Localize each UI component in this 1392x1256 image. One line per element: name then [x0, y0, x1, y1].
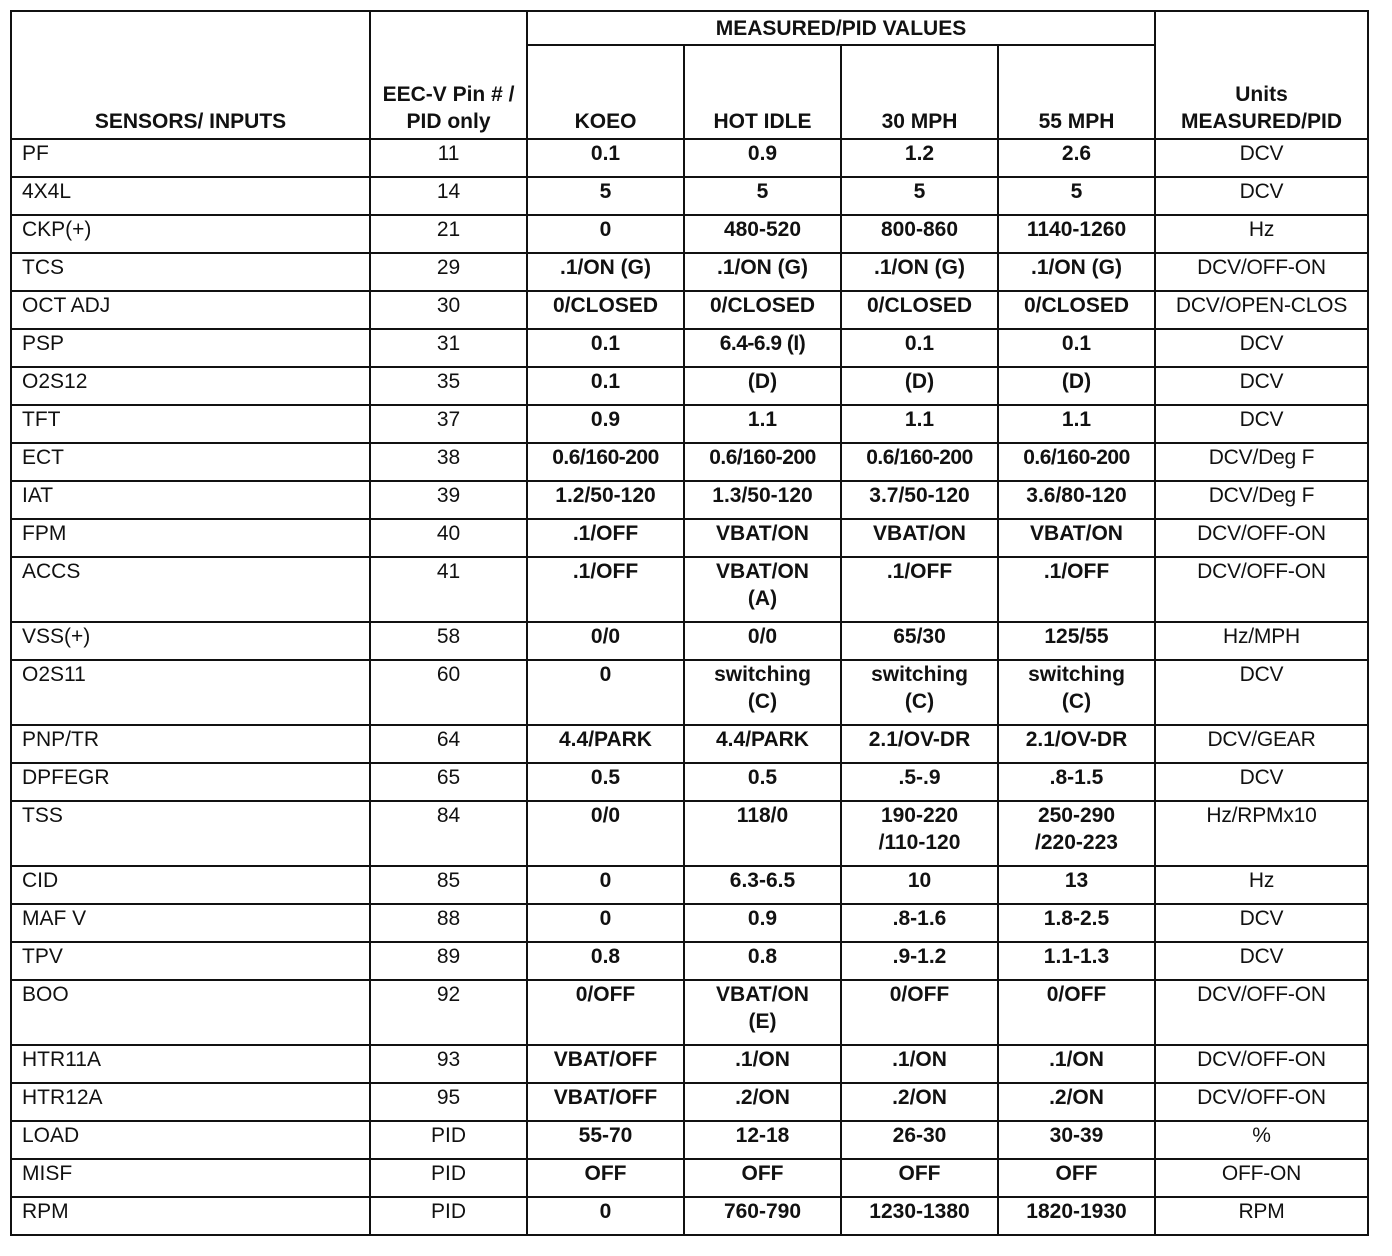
- koeo-value-cell: OFF: [527, 1159, 684, 1197]
- pin-cell: 64: [370, 725, 527, 763]
- koeo-value-cell: 0/0: [527, 801, 684, 866]
- units-cell: DCV/OFF-ON: [1155, 980, 1368, 1045]
- pin-cell: 37: [370, 405, 527, 443]
- mph30-value-cell: 1230-1380: [841, 1197, 998, 1235]
- table-row: [11, 443, 1368, 481]
- cell-line: (C): [904, 690, 935, 713]
- hot-idle-value-cell: OFF: [684, 1159, 841, 1197]
- koeo-value-cell: 0.9: [527, 405, 684, 443]
- sensor-name-cell: RPM: [11, 1197, 370, 1235]
- units-cell: RPM: [1155, 1197, 1368, 1235]
- sensor-name-cell: O2S11: [11, 660, 370, 725]
- mph55-value-cell: 30-39: [998, 1121, 1155, 1159]
- header-units: Units MEASURED/PID: [1155, 11, 1368, 139]
- mph30-value-cell: 5: [841, 177, 998, 215]
- koeo-value-cell: VBAT/OFF: [527, 1045, 684, 1083]
- table-row: [11, 139, 1368, 177]
- units-cell: DCV/OFF-ON: [1155, 1045, 1368, 1083]
- pin-cell: 14: [370, 177, 527, 215]
- units-cell: DCV/Deg F: [1155, 443, 1368, 481]
- units-cell: Hz: [1155, 866, 1368, 904]
- table-row: [11, 557, 1368, 622]
- table-row: [11, 622, 1368, 660]
- header-30-mph: 30 MPH: [841, 45, 998, 139]
- mph55-value-cell: .1/ON (G): [998, 253, 1155, 291]
- hot-idle-value-cell: 0/CLOSED: [684, 291, 841, 329]
- koeo-value-cell: 0/0: [527, 622, 684, 660]
- koeo-value-cell: 4.4/PARK: [527, 725, 684, 763]
- mph30-value-cell: 0/OFF: [841, 980, 998, 1045]
- mph55-value-cell: 1.8-2.5: [998, 904, 1155, 942]
- header-sensors-inputs: SENSORS/ INPUTS: [11, 11, 370, 139]
- cell-line: 250-290: [1037, 804, 1116, 827]
- mph55-value-cell: 1.1-1.3: [998, 942, 1155, 980]
- units-cell: DCV: [1155, 942, 1368, 980]
- header-measured-pid-values: MEASURED/PID VALUES: [527, 11, 1155, 45]
- koeo-value-cell: 0: [527, 866, 684, 904]
- units-cell: DCV/GEAR: [1155, 725, 1368, 763]
- pin-cell: 92: [370, 980, 527, 1045]
- hot-idle-value-cell: .2/ON: [684, 1083, 841, 1121]
- table-row: [11, 1121, 1368, 1159]
- mph30-value-cell: .9-1.2: [841, 942, 998, 980]
- mph30-value-cell: [841, 801, 998, 866]
- mph30-value-cell: 3.7/50-120: [841, 481, 998, 519]
- mph30-value-cell: .2/ON: [841, 1083, 998, 1121]
- table-row: [11, 405, 1368, 443]
- mph30-value-cell: OFF: [841, 1159, 998, 1197]
- sensor-name-cell: TSS: [11, 801, 370, 866]
- mph30-value-cell: 0/CLOSED: [841, 291, 998, 329]
- koeo-value-cell: 0: [527, 215, 684, 253]
- table-row: [11, 177, 1368, 215]
- hot-idle-value-cell: VBAT/ON: [684, 519, 841, 557]
- sensor-name-cell: MISF: [11, 1159, 370, 1197]
- header-hot-idle: HOT IDLE: [684, 45, 841, 139]
- units-cell: DCV: [1155, 405, 1368, 443]
- koeo-value-cell: VBAT/OFF: [527, 1083, 684, 1121]
- units-cell: Hz: [1155, 215, 1368, 253]
- koeo-value-cell: 0.5: [527, 763, 684, 801]
- mph30-value-cell: 65/30: [841, 622, 998, 660]
- pin-cell: 21: [370, 215, 527, 253]
- hot-idle-value-cell: [684, 980, 841, 1045]
- sensor-name-cell: 4X4L: [11, 177, 370, 215]
- hot-idle-value-cell: (D): [684, 367, 841, 405]
- mph55-value-cell: 0/CLOSED: [998, 291, 1155, 329]
- table-row: [11, 215, 1368, 253]
- table-header: [11, 11, 1368, 139]
- mph55-value-cell: .1/OFF: [998, 557, 1155, 622]
- mph55-value-cell: .1/ON: [998, 1045, 1155, 1083]
- pin-cell: 89: [370, 942, 527, 980]
- units-cell: Hz/MPH: [1155, 622, 1368, 660]
- mph55-value-cell: (D): [998, 367, 1155, 405]
- cell-line: (C): [1061, 690, 1092, 713]
- koeo-value-cell: 0.6/160-200: [527, 443, 684, 481]
- koeo-value-cell: 0: [527, 904, 684, 942]
- pin-cell: 31: [370, 329, 527, 367]
- sensor-name-cell: BOO: [11, 980, 370, 1045]
- pin-cell: 58: [370, 622, 527, 660]
- mph30-value-cell: 0.6/160-200: [841, 443, 998, 481]
- header-55-mph: 55 MPH: [998, 45, 1155, 139]
- mph55-value-cell: 5: [998, 177, 1155, 215]
- pin-cell: 88: [370, 904, 527, 942]
- mph30-value-cell: VBAT/ON: [841, 519, 998, 557]
- sensor-name-cell: MAF V: [11, 904, 370, 942]
- mph30-value-cell: .1/OFF: [841, 557, 998, 622]
- table-row: [11, 481, 1368, 519]
- pin-cell: 11: [370, 139, 527, 177]
- mph30-value-cell: .1/ON: [841, 1045, 998, 1083]
- units-cell: DCV: [1155, 139, 1368, 177]
- pin-cell: 85: [370, 866, 527, 904]
- pin-cell: 95: [370, 1083, 527, 1121]
- cell-line: VBAT/ON: [716, 560, 809, 583]
- hot-idle-value-cell: 118/0: [684, 801, 841, 866]
- mph55-value-cell: 1140-1260: [998, 215, 1155, 253]
- hot-idle-value-cell: 0/0: [684, 622, 841, 660]
- cell-line: /110-120: [878, 831, 961, 854]
- koeo-value-cell: 0.1: [527, 329, 684, 367]
- mph30-value-cell: 0.1: [841, 329, 998, 367]
- table-row: [11, 725, 1368, 763]
- cell-line: 190-220: [880, 804, 959, 827]
- hot-idle-value-cell: 4.4/PARK: [684, 725, 841, 763]
- koeo-value-cell: 0: [527, 1197, 684, 1235]
- mph30-value-cell: .8-1.6: [841, 904, 998, 942]
- units-cell: DCV: [1155, 329, 1368, 367]
- mph30-value-cell: (D): [841, 367, 998, 405]
- pin-cell: 93: [370, 1045, 527, 1083]
- table-row: [11, 866, 1368, 904]
- hot-idle-value-cell: 760-790: [684, 1197, 841, 1235]
- koeo-value-cell: 5: [527, 177, 684, 215]
- units-cell: DCV/OFF-ON: [1155, 557, 1368, 622]
- mph30-value-cell: 1.2: [841, 139, 998, 177]
- header-eec-pin: EEC-V Pin # / PID only: [370, 11, 527, 139]
- pid-values-table: [10, 10, 1369, 1236]
- table-row: [11, 253, 1368, 291]
- mph30-value-cell: .1/ON (G): [841, 253, 998, 291]
- pin-cell: 39: [370, 481, 527, 519]
- hot-idle-value-cell: 1.1: [684, 405, 841, 443]
- units-cell: Hz/RPMx10: [1155, 801, 1368, 866]
- cell-line: (A): [747, 587, 778, 610]
- koeo-value-cell: 55-70: [527, 1121, 684, 1159]
- sensor-name-cell: HTR12A: [11, 1083, 370, 1121]
- pin-cell: 40: [370, 519, 527, 557]
- pin-cell: PID: [370, 1197, 527, 1235]
- sensor-name-cell: CID: [11, 866, 370, 904]
- mph55-value-cell: OFF: [998, 1159, 1155, 1197]
- mph30-value-cell: 2.1/OV-DR: [841, 725, 998, 763]
- mph55-value-cell: [998, 660, 1155, 725]
- units-cell: DCV: [1155, 660, 1368, 725]
- units-cell: DCV: [1155, 904, 1368, 942]
- table-row: [11, 904, 1368, 942]
- table-row: [11, 1045, 1368, 1083]
- pin-cell: 60: [370, 660, 527, 725]
- hot-idle-value-cell: 0.9: [684, 904, 841, 942]
- cell-line: switching: [1028, 663, 1125, 686]
- koeo-value-cell: .1/OFF: [527, 557, 684, 622]
- sensor-name-cell: PSP: [11, 329, 370, 367]
- table-row: [11, 519, 1368, 557]
- units-cell: OFF-ON: [1155, 1159, 1368, 1197]
- sensor-name-cell: O2S12: [11, 367, 370, 405]
- mph55-value-cell: 0.6/160-200: [998, 443, 1155, 481]
- hot-idle-value-cell: 480-520: [684, 215, 841, 253]
- koeo-value-cell: 1.2/50-120: [527, 481, 684, 519]
- sensor-name-cell: VSS(+): [11, 622, 370, 660]
- pin-cell: PID: [370, 1159, 527, 1197]
- units-cell: DCV/OPEN-CLOS: [1155, 291, 1368, 329]
- units-cell: DCV/OFF-ON: [1155, 519, 1368, 557]
- units-cell: %: [1155, 1121, 1368, 1159]
- units-cell: DCV/OFF-ON: [1155, 1083, 1368, 1121]
- pin-cell: 65: [370, 763, 527, 801]
- hot-idle-value-cell: 0.5: [684, 763, 841, 801]
- cell-line: (C): [747, 690, 778, 713]
- units-cell: DCV: [1155, 763, 1368, 801]
- table-row: [11, 329, 1368, 367]
- hot-idle-value-cell: 5: [684, 177, 841, 215]
- hot-idle-value-cell: .1/ON: [684, 1045, 841, 1083]
- sensor-name-cell: OCT ADJ: [11, 291, 370, 329]
- units-cell: DCV/Deg F: [1155, 481, 1368, 519]
- sensor-name-cell: FPM: [11, 519, 370, 557]
- mph55-value-cell: 125/55: [998, 622, 1155, 660]
- mph55-value-cell: .8-1.5: [998, 763, 1155, 801]
- table-row: [11, 980, 1368, 1045]
- hot-idle-value-cell: [684, 557, 841, 622]
- mph30-value-cell: 1.1: [841, 405, 998, 443]
- mph55-value-cell: 0.1: [998, 329, 1155, 367]
- koeo-value-cell: 0: [527, 660, 684, 725]
- pin-cell: 29: [370, 253, 527, 291]
- sensor-name-cell: CKP(+): [11, 215, 370, 253]
- mph30-value-cell: [841, 660, 998, 725]
- cell-line: VBAT/ON: [716, 983, 809, 1006]
- table-row: [11, 660, 1368, 725]
- pin-cell: 41: [370, 557, 527, 622]
- hot-idle-value-cell: 0.8: [684, 942, 841, 980]
- pin-cell: 38: [370, 443, 527, 481]
- mph55-value-cell: 1820-1930: [998, 1197, 1155, 1235]
- hot-idle-value-cell: 0.9: [684, 139, 841, 177]
- mph30-value-cell: 800-860: [841, 215, 998, 253]
- hot-idle-value-cell: 0.6/160-200: [684, 443, 841, 481]
- mph55-value-cell: 3.6/80-120: [998, 481, 1155, 519]
- koeo-value-cell: 0/CLOSED: [527, 291, 684, 329]
- table-row: [11, 763, 1368, 801]
- cell-line: (E): [748, 1010, 777, 1033]
- sensor-name-cell: DPFEGR: [11, 763, 370, 801]
- pin-cell: PID: [370, 1121, 527, 1159]
- cell-line: switching: [871, 663, 968, 686]
- table-row: [11, 801, 1368, 866]
- mph30-value-cell: 26-30: [841, 1121, 998, 1159]
- sensor-name-cell: PNP/TR: [11, 725, 370, 763]
- table-row: [11, 942, 1368, 980]
- hot-idle-value-cell: 6.4-6.9 (I): [684, 329, 841, 367]
- sensor-name-cell: ECT: [11, 443, 370, 481]
- mph55-value-cell: 2.6: [998, 139, 1155, 177]
- sensor-name-cell: PF: [11, 139, 370, 177]
- cell-line: switching: [714, 663, 811, 686]
- mph55-value-cell: 0/OFF: [998, 980, 1155, 1045]
- sensor-name-cell: TFT: [11, 405, 370, 443]
- koeo-value-cell: 0.1: [527, 367, 684, 405]
- mph55-value-cell: 1.1: [998, 405, 1155, 443]
- table-row: [11, 1083, 1368, 1121]
- mph55-value-cell: .2/ON: [998, 1083, 1155, 1121]
- header-koeo: KOEO: [527, 45, 684, 139]
- pin-cell: 84: [370, 801, 527, 866]
- koeo-value-cell: 0/OFF: [527, 980, 684, 1045]
- sensor-name-cell: TCS: [11, 253, 370, 291]
- mph30-value-cell: 10: [841, 866, 998, 904]
- cell-line: /220-223: [1035, 831, 1118, 854]
- sensor-name-cell: IAT: [11, 481, 370, 519]
- koeo-value-cell: 0.1: [527, 139, 684, 177]
- hot-idle-value-cell: 12-18: [684, 1121, 841, 1159]
- table-row: [11, 1197, 1368, 1235]
- table-body: [11, 139, 1368, 1235]
- units-cell: DCV: [1155, 177, 1368, 215]
- koeo-value-cell: .1/OFF: [527, 519, 684, 557]
- table-row: [11, 367, 1368, 405]
- koeo-value-cell: .1/ON (G): [527, 253, 684, 291]
- units-cell: DCV/OFF-ON: [1155, 253, 1368, 291]
- koeo-value-cell: 0.8: [527, 942, 684, 980]
- mph55-value-cell: VBAT/ON: [998, 519, 1155, 557]
- sensor-name-cell: LOAD: [11, 1121, 370, 1159]
- mph30-value-cell: .5-.9: [841, 763, 998, 801]
- sensor-name-cell: ACCS: [11, 557, 370, 622]
- table-row: [11, 1159, 1368, 1197]
- mph55-value-cell: [998, 801, 1155, 866]
- hot-idle-value-cell: 1.3/50-120: [684, 481, 841, 519]
- pin-cell: 30: [370, 291, 527, 329]
- hot-idle-value-cell: [684, 660, 841, 725]
- sensor-name-cell: TPV: [11, 942, 370, 980]
- units-cell: DCV: [1155, 367, 1368, 405]
- hot-idle-value-cell: 6.3-6.5: [684, 866, 841, 904]
- hot-idle-value-cell: .1/ON (G): [684, 253, 841, 291]
- table-row: [11, 291, 1368, 329]
- mph55-value-cell: 2.1/OV-DR: [998, 725, 1155, 763]
- pin-cell: 35: [370, 367, 527, 405]
- sensor-name-cell: HTR11A: [11, 1045, 370, 1083]
- mph55-value-cell: 13: [998, 866, 1155, 904]
